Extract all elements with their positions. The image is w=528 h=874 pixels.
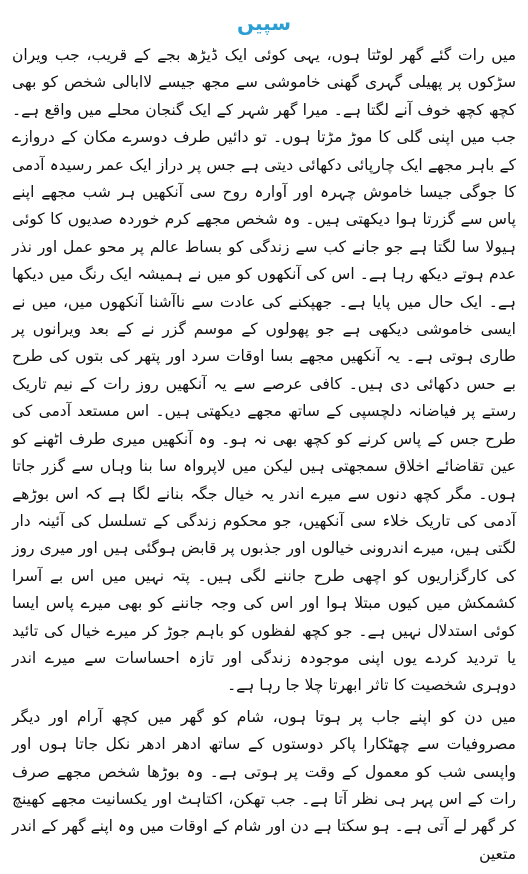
paragraph-2: میں دن کو اپنے جاب پر ہوتا ہوں، شام کو گھر میں کچھ آرام اور دیگر مصروفیات سے چھٹکارا پاکر دوستوں کے ساتھ ادھر ادھر نکل جاتا ہوں اور واپسی شب کو معمول کے وقت پر ہوتی ہے۔ وہ بوڑھا شخص مجھے صرف رات کے اس پہر ہی نظر آتا ہے۔ جب تھکن، اکتاہٹ اور یکسانیت مجھے کھینچ کر گھر لے آتی ہے۔ ہو سکتا ہے دن اور شام کے اوقات میں وہ اپنے گھر کے اندر متعین (12, 707, 516, 863)
page-title: سپیں (237, 11, 291, 35)
paragraph-1: میں رات گئے گھر لوٹتا ہوں، یہی کوئی ایک ڈیڑھ بجے کے قریب، جب ویران سڑکوں پر پھیلی گہری گھنی خاموشی سے مجھ جیسے لاابالی شخص کو بھی کچھ کچھ خوف آنے لگتا ہے۔ میرا گھر شہر کے ایک گنجان محلے میں واقع ہے۔ جب میں اپنی گلی کا موڑ مڑتا ہوں۔ تو دائیں طرف دوسرے مکان کے دروازے کے باہر مجھے ایک چارپائی دکھائی دیتی ہے جس پر دراز ایک عمر رسیدہ آدمی کا جوگی جیسا خاموش چہرہ اور آوارہ روح سی آنکھیں ہر شب مجھے اپنے پاس سے گزرتا ہوا دیکھتی ہیں۔ وہ شخص مجھے کرم خوردہ صدیوں کا کوئی ہیولا سا لگتا ہے جو جانے کب سے زندگی کو بساط عالم پر محو عمل اور نذر عدم ہوتے دیکھ رہا ہے۔ اس کی آنکھوں کو میں نے ہمیشہ ایک رنگ میں دیکھا ہے۔ ایک حال میں پایا ہے۔ جھپکنے کی عادت سے ناآشنا آنکھوں میں، میں نے ایسی خاموشی دیکھی ہے جو پھولوں کے موسم گزر نے کے بعد ویرانوں پر طاری ہوتی ہے۔ یہ آنکھیں مجھے بسا اوقات سرد اور پتھر کی بتوں کی طرح بے حس دکھائی دی ہیں۔ کافی عرصے سے یہ آنکھیں روز رات کے نیم تاریک رستے پر فیاضانہ دلچسپی کے ساتھ مجھے دیکھتی ہیں۔ اس مستعد آدمی کی طرح جس کے پاس کرنے کو کچھ بھی نہ ہو۔ وہ آنکھیں میری طرف اٹھنے کو عین تقاضائے اخلاق سمجھتی ہیں لیکن میں لاپرواہ سا بنا وہاں سے گزر جاتا ہوں۔ مگر کچھ دنوں سے میرے اندر یہ خیال جگہ بنانے لگا ہے کہ اس بوڑھے آدمی کی تاریک خلاء سی آنکھیں، جو محکوم زندگی کے تسلسل کی آئینہ دار لگتی ہیں، میرے اندرونی خیالوں اور جذبوں پر قابض ہوگئی ہیں اور میری روز کی کارگزاریوں کو اچھی طرح جاننے لگی ہیں۔ پتہ نہیں میں اس بے آسرا کشمکش میں کیوں مبتلا ہوا اور اس کی وجہ جاننے کو بھی میرے پاس ایسا کوئی استدلال نہیں ہے۔ جو کچھ لفظوں کو باہم جوڑ کر میرے خیال کی تائید یا تردید کردے یوں اپنی موجودہ زندگی اور تازہ احساسات سے میرے اندر دوہری شخصیت کا تاثر ابھرتا چلا جا رہا ہے۔ (12, 46, 516, 695)
